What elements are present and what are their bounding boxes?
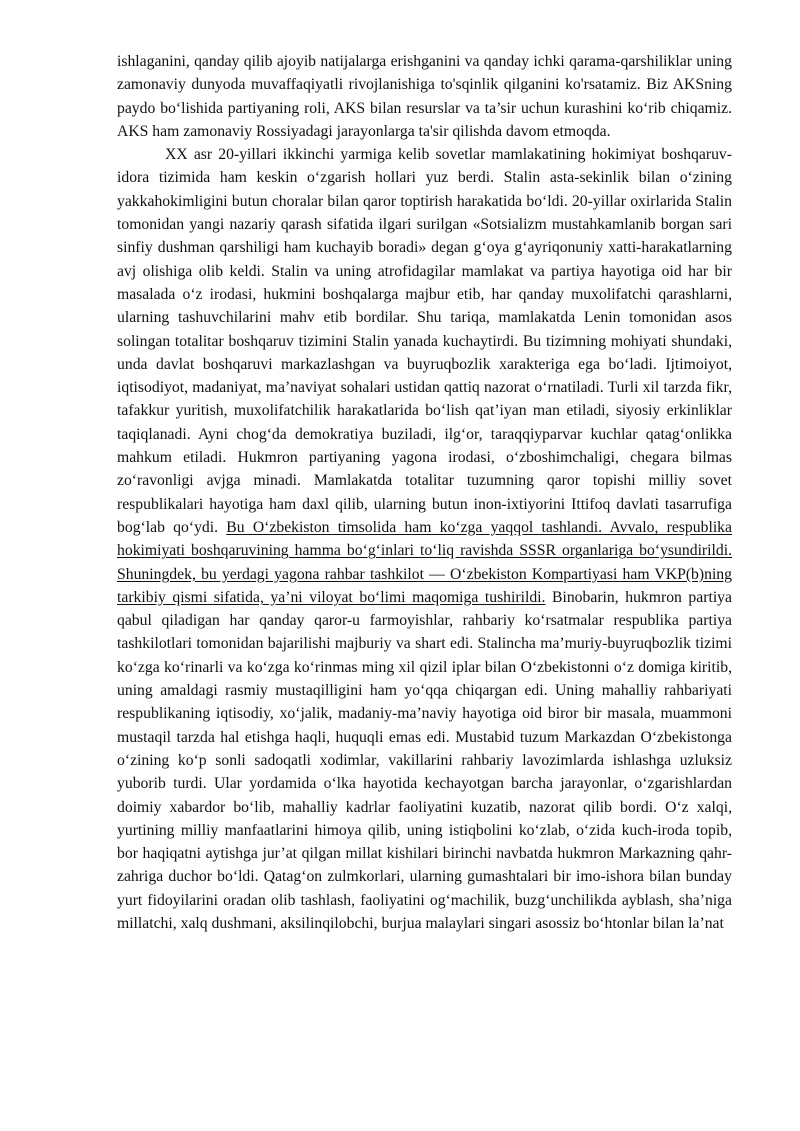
paragraph-text-end: Binobarin, hukmron partiya qabul qiladigan har qanday qaror-u farmoyishlar, rahbariy ko‘rsatmalar respublika partiya tashkilotlari tomonidan bajarilishi majburiy va shart edi. Stalincha ma’muriy-buyruqbozlik tizimi ko‘zga ko‘rinarli va ko‘zga ko‘rinmas ming xil qizil iplar bilan O‘zbekistonni o‘z domiga kiritib, uning amaldagi rasmiy mustaqilligini ham yo‘qqa chiqargan edi. Uning mahalliy rahbariyati respublikaning iqtisodiy, xo‘jalik, madaniy-ma’naviy hayotiga oid biror bir masala, muammoni mustaqil tarzda hal etishga haqli, huquqli emas edi. Mustabid tuzum Markazdan O‘zbekistonga o‘zining ko‘p sonli sadoqatli xodimlar, vakillarini rahbariy lavozimlarda ishlashga uzluksiz yuborib turdi. Ular yordamida o‘lka hayotida kechayotgan barcha jarayonlar, o‘zgarishlardan doimiy xabardor bo‘lib, mahalliy kadrlar faoliyatini kuzatib, nazorat qilib bordi. O‘z xalqi, yurtining milliy manfaatlarini himoya qilib, uning istiqbolini ko‘zlab, o‘zida kuch-iroda topib, bor haqiqatni aytishga jur’at qilgan millat kishilari birinchi navbatda hukmron Markazning qahr-zahriga duchor bo‘ldi. Qatag‘on zulmkorlari, ularning gumashtalari bir imo-ishora bilan bunday yurt fidoyilarini oradan olib tashlash, faoliyatini og‘machilik, buzg‘unchilikda ayblash, sha’niga millatchi, xalq dushmani, aksilinqilobchi, burjua malaylari singari asossiz bo‘htonlar bilan la’nat xyxy=(117,588,732,932)
document-page xyxy=(117,50,732,935)
underlined-passage: Bu O‘zbekiston timsolida ham ko‘zga yaqqol tashlandi. Avvalo, respublika hokimiyati boshqaruvining hamma bo‘g‘inlari to‘liq ravishda SSSR organlariga bo‘ysundirildi. Shuningdek, bu yerdagi yagona rahbar tashkilot — O‘zbekiston Kompartiyasi ham VKP(b)ning tarkibiy qismi sifatida, ya’ni viloyat bo‘limi maqomiga tushirildi. xyxy=(117,518,732,606)
paragraph-continuation: ishlaganini, qanday qilib ajoyib natijalarga erishganini va qanday ichki qarama-qarshiliklar uning zamonaviy dunyoda muvaffaqiyatli rivojlanishiga to'sqinlik qilganini ko'rsatamiz. Biz AKSning paydo bo‘lishida partiyaning roli, AKS bilan resurslar va ta’sir uchun kurashini ko‘rib chiqamiz. AKS ham zamonaviy Rossiyadagi jarayonlarga ta'sir qilishda davom etmoqda. xyxy=(117,53,732,140)
paragraph-text-start: XX asr 20-yillari ikkinchi yarmiga kelib sovetlar mamlakatining hokimiyat boshqaruv-idora tizimida ham keskin o‘zgarish hollari yuz berdi. Stalin asta-sekinlik bilan o‘zining yakkahokimligini butun choralar bilan qaror toptirish harakatida bo‘ldi. 20-yillar oxirlarida Stalin tomonidan yangi nazariy qarash sifatida ilgari surilgan «Sotsializm mustahkamlanib borgan sari sinfiy dushman qarshiligi ham kuchayib boradi» degan g‘oya g‘ayriqonuniy xatti-harakatlarning avj olishiga olib keldi. Stalin va uning atrofidagilar mamlakat va partiya hayotiga oid har bir masalada o‘z irodasi, hukmini boshqalarga majbur etib, har qanday muxolifatchi qarashlarni, ularning tashuvchilarini mahv etib bordilar. Shu tariqa, mamlakatda Lenin tomonidan asos solingan totalitar boshqaruv tizimini Stalin yanada kuchaytirdi. Bu tizimning mohiyati shundaki, unda davlat boshqaruvi markazlashgan va buyruqbozlik xarakteriga ega bo‘ladi. Ijtimoiyot, iqtisodiyot, madaniyat, ma’naviyat sohalari ustidan qattiq nazorat o‘rnatiladi. Turli xil tarzda fikr, tafakkur yuritish, muxolifatchilik harakatlarida bo‘lish qat’iyan man etiladi, siyosiy erkinliklar taqiqlanadi. Ayni chog‘da demokratiya buziladi, ilg‘or, taraqqiyparvar kuchlar qatag‘onlikka mahkum etiladi. Hukmron partiyaning yagona irodasi, o‘zboshimchaligi, chegara bilmas zo‘ravonligi avjga minadi. Mamlakatda totalitar tuzumning qaror topishi milliy sovet respublikalari hayotiga ham daxl qilib, ularning butun inon-ixtiyorini Ittifoq davlati tasarrufiga bog‘lab qo‘ydi. xyxy=(117,146,732,536)
paragraph-totalitarian-system xyxy=(117,143,732,935)
